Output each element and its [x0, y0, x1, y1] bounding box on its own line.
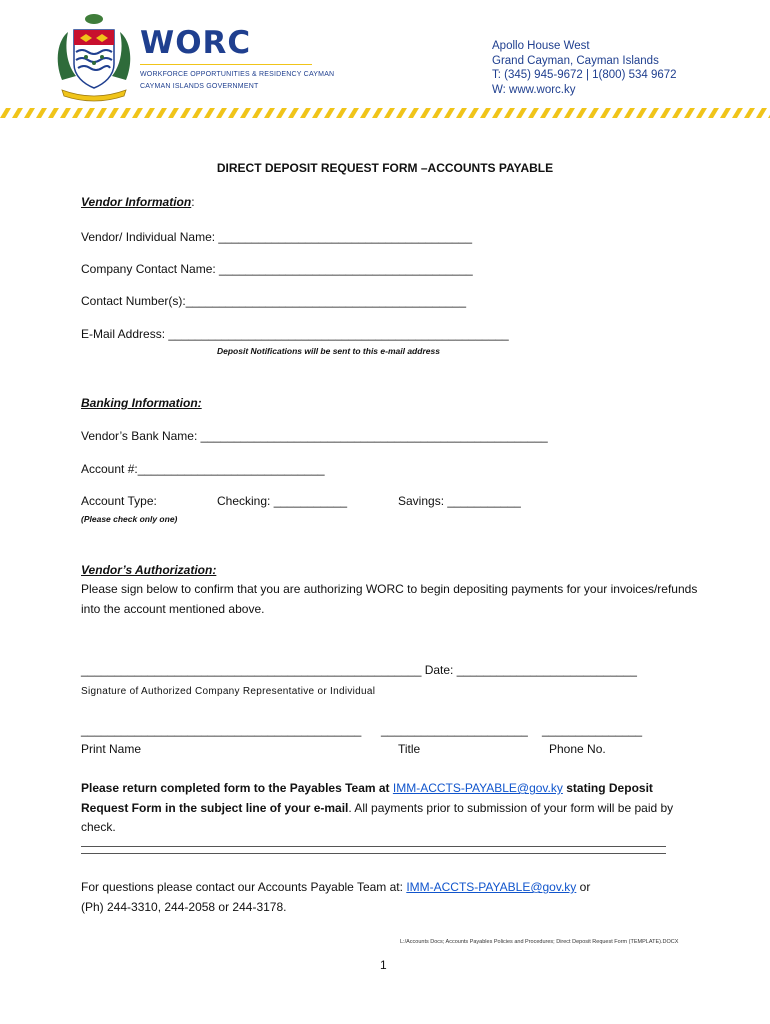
- phone-line: T: (345) 945-9672 | 1(800) 534 9672: [492, 69, 677, 81]
- website-line: W: www.worc.ky: [492, 83, 576, 96]
- title-label: Title: [398, 742, 421, 756]
- contact-text: For questions please contact our Accounts Payable Team at:: [81, 880, 407, 894]
- worc-logo-text: WORC: [140, 25, 252, 61]
- email-note: Deposit Notifications will be sent to this e-mail address: [217, 346, 440, 356]
- print-name-label: Print Name: [81, 742, 142, 756]
- return-instructions: [81, 779, 701, 838]
- page-number: 1: [380, 958, 387, 972]
- form-title: DIRECT DEPOSIT REQUEST FORM –ACCOUNTS PAYABLE: [216, 161, 554, 175]
- logo-divider: [140, 64, 312, 65]
- return-instructions-bold-1: Please return completed form to the Payables Team at: [81, 781, 393, 795]
- payables-email-link[interactable]: IMM-ACCTS-PAYABLE@gov.ky: [392, 781, 563, 795]
- office-address-block: [492, 39, 677, 97]
- contact-phone-numbers: (Ph) 244-3310, 244-2058 or 244-3178.: [81, 899, 287, 914]
- signature-date-line[interactable]: ___________________________________________________ Date: ___________________________: [81, 663, 637, 677]
- vendor-information-heading: Vendor Information: [81, 195, 192, 209]
- company-contact-name-field[interactable]: Company Contact Name: ______________________________________: [81, 262, 473, 276]
- logo-subtitle-line-1: WORKFORCE OPPORTUNITIES & RESIDENCY CAYMAN: [140, 71, 335, 78]
- phone-line-field[interactable]: _______________: [542, 723, 643, 737]
- return-instructions-bold-2: stating Deposit Request Form in the subject line of your e-mail: [81, 781, 653, 815]
- logo-subtitle-line-2: CAYMAN ISLANDS GOVERNMENT: [140, 83, 259, 90]
- email-address-field[interactable]: E-Mail Address: ___________________________________________________: [81, 327, 509, 341]
- vendor-name-field[interactable]: Vendor/ Individual Name: ______________________________________: [81, 230, 473, 244]
- signature-caption: Signature of Authorized Company Representative or Individual: [81, 686, 376, 697]
- account-number-field[interactable]: Account #:____________________________: [81, 462, 325, 476]
- title-line[interactable]: ______________________: [381, 723, 528, 737]
- contact-email-link[interactable]: IMM-ACCTS-PAYABLE@gov.ky: [406, 880, 577, 894]
- print-name-line[interactable]: __________________________________________: [81, 723, 362, 737]
- address-line: Grand Cayman, Cayman Islands: [492, 54, 659, 67]
- authorization-text: Please sign below to confirm that you are authorizing WORC to begin depositing payments for your invoices/refunds into the account mentioned above.: [81, 582, 698, 616]
- savings-option[interactable]: Savings: ___________: [398, 494, 521, 508]
- cayman-coat-of-arms-logo: [54, 10, 134, 102]
- logo-subtitle: [140, 69, 334, 93]
- double-line-divider: [81, 846, 666, 854]
- heading-colon: :: [191, 195, 195, 209]
- check-only-one-note: (Please check only one): [81, 514, 178, 524]
- bank-name-field[interactable]: Vendor’s Bank Name: ____________________________________________________: [81, 429, 548, 443]
- contact-information: [81, 878, 701, 917]
- vendor-information-section: [81, 195, 195, 210]
- account-type-label: Account Type:: [81, 494, 157, 508]
- checking-option[interactable]: Checking: ___________: [217, 494, 348, 508]
- address-line: Apollo House West: [492, 40, 590, 52]
- vendor-authorization-heading: Vendor’s Authorization:: [81, 563, 217, 577]
- return-instructions-text: . All payments prior to submission of your form will be paid by check.: [81, 800, 674, 834]
- document-file-path: L:/Accounts Docs; Accounts Payables Policies and Procedures; Direct Deposit Request Form (TEMPLATE).DOCX: [400, 939, 679, 945]
- contact-numbers-field[interactable]: Contact Number(s):__________________________________________: [81, 294, 466, 308]
- contact-text-or: or: [576, 880, 591, 894]
- banking-information-heading: Banking Information:: [81, 396, 202, 410]
- header-stripe-divider: [0, 108, 770, 118]
- phone-number-label: Phone No.: [549, 742, 606, 756]
